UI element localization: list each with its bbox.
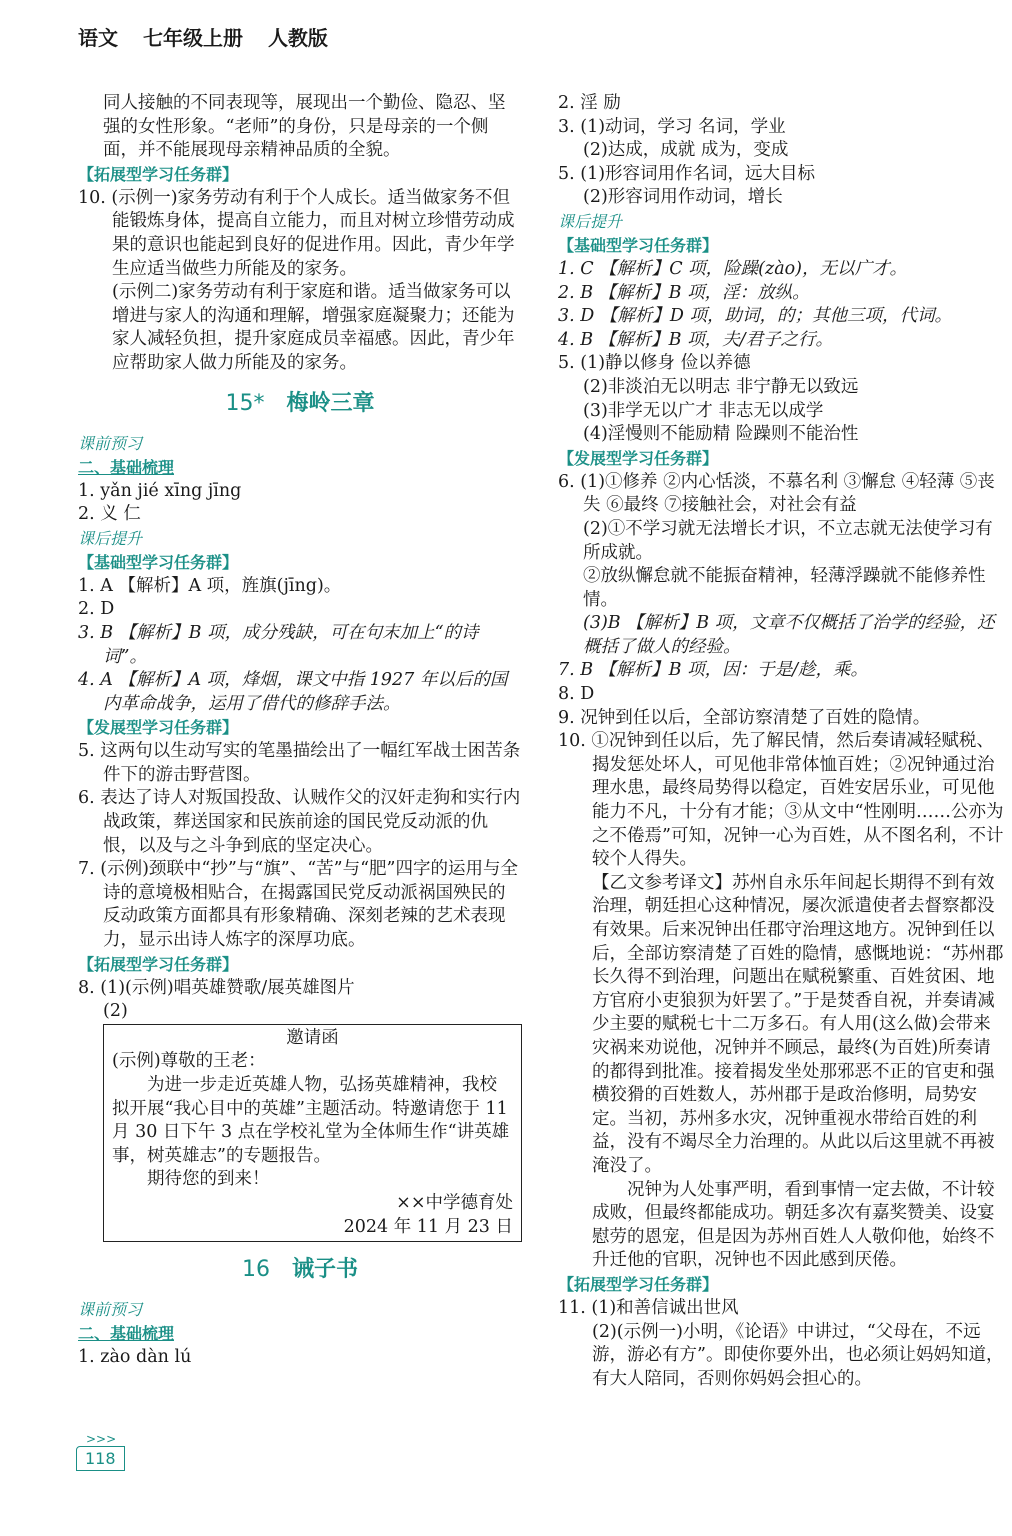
answer-r3a: 3. (1)动词，学习 名词，学业	[558, 116, 786, 137]
answer-s6b: (2)①不学习就无法增长才识，不立志就无法使学习有所成就。	[583, 518, 993, 563]
answer-s11b: (2)(示例一)小明，《论语》中讲过，“父母在，不远游，游必有方”。即使你要外出，也必须让妈妈知道，有大人陪同，否则你妈妈会担心的。	[592, 1321, 1004, 1389]
task-group-tag: 【基础型学习任务群】	[558, 235, 719, 255]
answer-10a: 10. (示例一)家务劳动有利于个人成长。适当做家务不但能锻炼身体，提高自立能力，而且对树立珍惜劳动成果的意识也能起到良好的促进作用。因此，青少年学生应适当做些力所能及的家务。	[78, 187, 515, 279]
task-group-tag: 【发展型学习任务群】	[558, 448, 719, 468]
right-column	[558, 92, 1004, 1391]
section-preview: 课前预习	[78, 1300, 143, 1320]
answer-s1: 1. C 【解析】C 项，险躁(zào)，无以广才。	[558, 258, 908, 279]
task-group-tag: 【发展型学习任务群】	[78, 718, 239, 738]
task-group-tag: 【拓展型学习任务群】	[78, 954, 239, 974]
answer-s7: 7. B 【解析】B 项，因：于是/趁，乘。	[558, 660, 869, 681]
invitation-signature: ××中学德育处	[396, 1192, 513, 1213]
answer-s6a: 6. (1)①修养 ②内心恬淡，不慕名利 ③懈怠 ④轻薄 ⑤丧失 ⑥最终 ⑦接触社会，对社会有益	[558, 471, 995, 516]
answer-b7: 7. (示例)颈联中“抄”与“旗”、“苦”与“肥”四字的运用与全诗的意境极相贴合，在揭露国民党反动派祸国殃民的反动政策方面都具有形象精确、深刻老辣的艺术表现力，显示出诗人炼字的深厚功底。	[78, 859, 518, 951]
invitation-date: 2024 年 11 月 23 日	[343, 1216, 513, 1237]
answer-s5c: (3)非学无以广才 非志无以成学	[583, 400, 824, 421]
header-edition: 人教版	[267, 26, 328, 50]
lesson-number: 15*	[225, 390, 265, 416]
answer-a2: 2. 义 仁	[78, 504, 141, 525]
answer-s6c: ②放纵懈怠就不能振奋精神，轻薄浮躁就不能修养性情。	[583, 566, 986, 610]
answer-a1: 1. yǎn jié xīng jīng	[78, 480, 242, 501]
answer-b1: 1. A 【解析】A 项，旌旗(jīng)。	[78, 575, 342, 596]
lesson-16-heading	[78, 1246, 522, 1294]
answer-b5: 5. 这两句以生动写实的笔墨描绘出了一幅红军战士困苦条件下的游击野营图。	[78, 741, 521, 785]
answer-b3: 3. B 【解析】B 项，成分残缺，可在句末加上“的诗词”。	[78, 622, 479, 667]
answer-s2: 2. B 【解析】B 项，淫：放纵。	[558, 282, 810, 303]
translation-text: 【乙文参考译文】苏州自永乐年间起长期得不到有效治理，朝廷担心这种情况，屡次派遣使者去督察都没有效果。后来况钟出任郡守治理这地方。况钟到任以后，全部访察清楚了百姓的隐情，感慨地说：“苏州郡长久得不到治理，问题出在赋税繁重、百姓贫困、地方官府小吏狼狈为奸罢了。”于是焚香自祝，并奏请减少主要的赋税七十二万多石。有人用(这么做)会带来灾祸来劝说他，况钟并不顾忌，最终(为百姓)所奏请的都得到批准。接着揭发坐处那邪恶不正的官吏和强横狡猾的百姓数人，苏州郡于是政治修明，局势安定。当初，苏州多水灾，况钟重视水带给百姓的利益，没有不竭尽全力治理的。从此以后这里就不再被淹没了。	[592, 872, 1004, 1176]
answer-s9: 9. 况钟到任以后，全部访察清楚了百姓的隐情。	[558, 707, 931, 728]
answer-b2: 2. D	[78, 599, 115, 620]
answer-s8: 8. D	[558, 684, 595, 705]
invitation-greeting: (示例)尊敬的王老：	[112, 1051, 266, 1072]
invitation-title: 邀请函	[286, 1027, 339, 1048]
task-group-tag: 【拓展型学习任务群】	[558, 1274, 719, 1294]
page-footer	[76, 1432, 125, 1471]
answer-b4: 4. A 【解析】A 项，烽烟，课文中指 1927 年以后的国内革命战争，运用了借代的修辞手法。	[78, 670, 508, 714]
section-basics: 二、基础梳理	[78, 457, 175, 477]
answer-c1: 1. zào dàn lú	[78, 1347, 192, 1368]
lesson-title: 梅岭三章	[286, 390, 375, 416]
task-group-tag: 【基础型学习任务群】	[78, 552, 239, 572]
lesson-number: 16	[241, 1257, 270, 1283]
lesson-15-heading	[78, 380, 522, 428]
section-after-class: 课后提升	[78, 528, 143, 548]
answer-r2: 2. 淫 励	[558, 93, 621, 113]
invitation-wish: 期待您的到来！	[147, 1169, 270, 1190]
answer-s5a: 5. (1)静以修身 俭以养德	[558, 353, 751, 374]
section-preview: 课前预习	[78, 433, 143, 453]
answer-s11a: 11. (1)和善信诚出世风	[558, 1297, 739, 1318]
section-basics: 二、基础梳理	[78, 1324, 175, 1344]
translation-text-2: 况钟为人处事严明，看到事情一定去做，不计较成败，但最终都能成功。朝廷多次有嘉奖赞美、设宴慰劳的恩宠，但是因为苏州百姓人人敬仰他，始终不升迁他的官职，况钟也不因此感到厌倦。	[592, 1179, 995, 1271]
lesson-title: 诫子书	[291, 1257, 358, 1283]
answer-continued: 同人接触的不同表现等，展现出一个勤俭、隐忍、坚强的女性形象。“老师”的身份，只是母亲的一个侧面，并不能展现母亲精神品质的全貌。	[103, 93, 506, 161]
answer-b8: 8. (1)(示例)唱英雄赞歌/展英雄图片	[78, 977, 355, 998]
answer-10b: (示例二)家务劳动有利于家庭和谐。适当做家务可以增进与家人的沟通和理解，增强家庭凝聚力；还能为家人减轻负担，提升家庭成员幸福感。因此，青少年应帮助家人做力所能及的家务。	[112, 282, 515, 373]
answer-s5d: (4)淫慢则不能励精 险躁则不能治性	[583, 424, 859, 445]
answer-r3b: (2)达成，成就 成为，变成	[583, 140, 789, 161]
answer-s5b: (2)非淡泊无以明志 非宁静无以致远	[583, 376, 859, 397]
answer-s3: 3. D 【解析】D 项，助词，的；其他三项，代词。	[558, 306, 952, 327]
page-number: 118	[76, 1446, 125, 1471]
invitation-letter-box	[103, 1024, 522, 1242]
answer-s6d: (3)B 【解析】B 项，文章不仅概括了治学的经验，还概括了做人的经验。	[583, 613, 995, 657]
answer-s10: 10. ①况钟到任以后，先了解民情，然后奏请减轻赋税、揭发惩处坏人，可见他非常体恤百姓；②况钟通过治理水患，最终局势得以稳定，百姓安居乐业，可见他能力不凡，十分有才能；③从文中“性刚明……公亦为之不倦焉”可知，况钟一心为百姓，从不图名利，不计较个人得失。	[558, 731, 1004, 870]
answer-b6: 6. 表达了诗人对叛国投敌、认贼作父的汉奸走狗和实行内战政策，葬送国家和民族前途的国民党反动派的仇恨，以及与之斗争到底的坚定决心。	[78, 788, 521, 856]
answer-r5a: 5. (1)形容词用作名词，远大目标	[558, 163, 816, 184]
invitation-body: 为进一步走近英雄人物，弘扬英雄精神，我校拟开展“我心目中的英雄”主题活动。特邀请您于 11 月 30 日下午 3 点在学校礼堂为全体师生作“讲英雄事，树英雄志”的专题报告。	[112, 1075, 510, 1166]
answer-b8-2: (2)	[103, 1001, 128, 1022]
arrows-icon: >>>	[86, 1432, 117, 1446]
answer-s4: 4. B 【解析】B 项，夫/君子之行。	[558, 329, 834, 350]
page-header	[78, 22, 346, 51]
left-column	[78, 92, 522, 1370]
header-subject: 语文	[78, 26, 118, 50]
section-after-class: 课后提升	[558, 211, 623, 231]
header-grade: 七年级上册	[142, 26, 243, 50]
answer-r5b: (2)形容词用作动词，增长	[583, 187, 783, 208]
task-group-tag: 【拓展型学习任务群】	[78, 164, 239, 184]
